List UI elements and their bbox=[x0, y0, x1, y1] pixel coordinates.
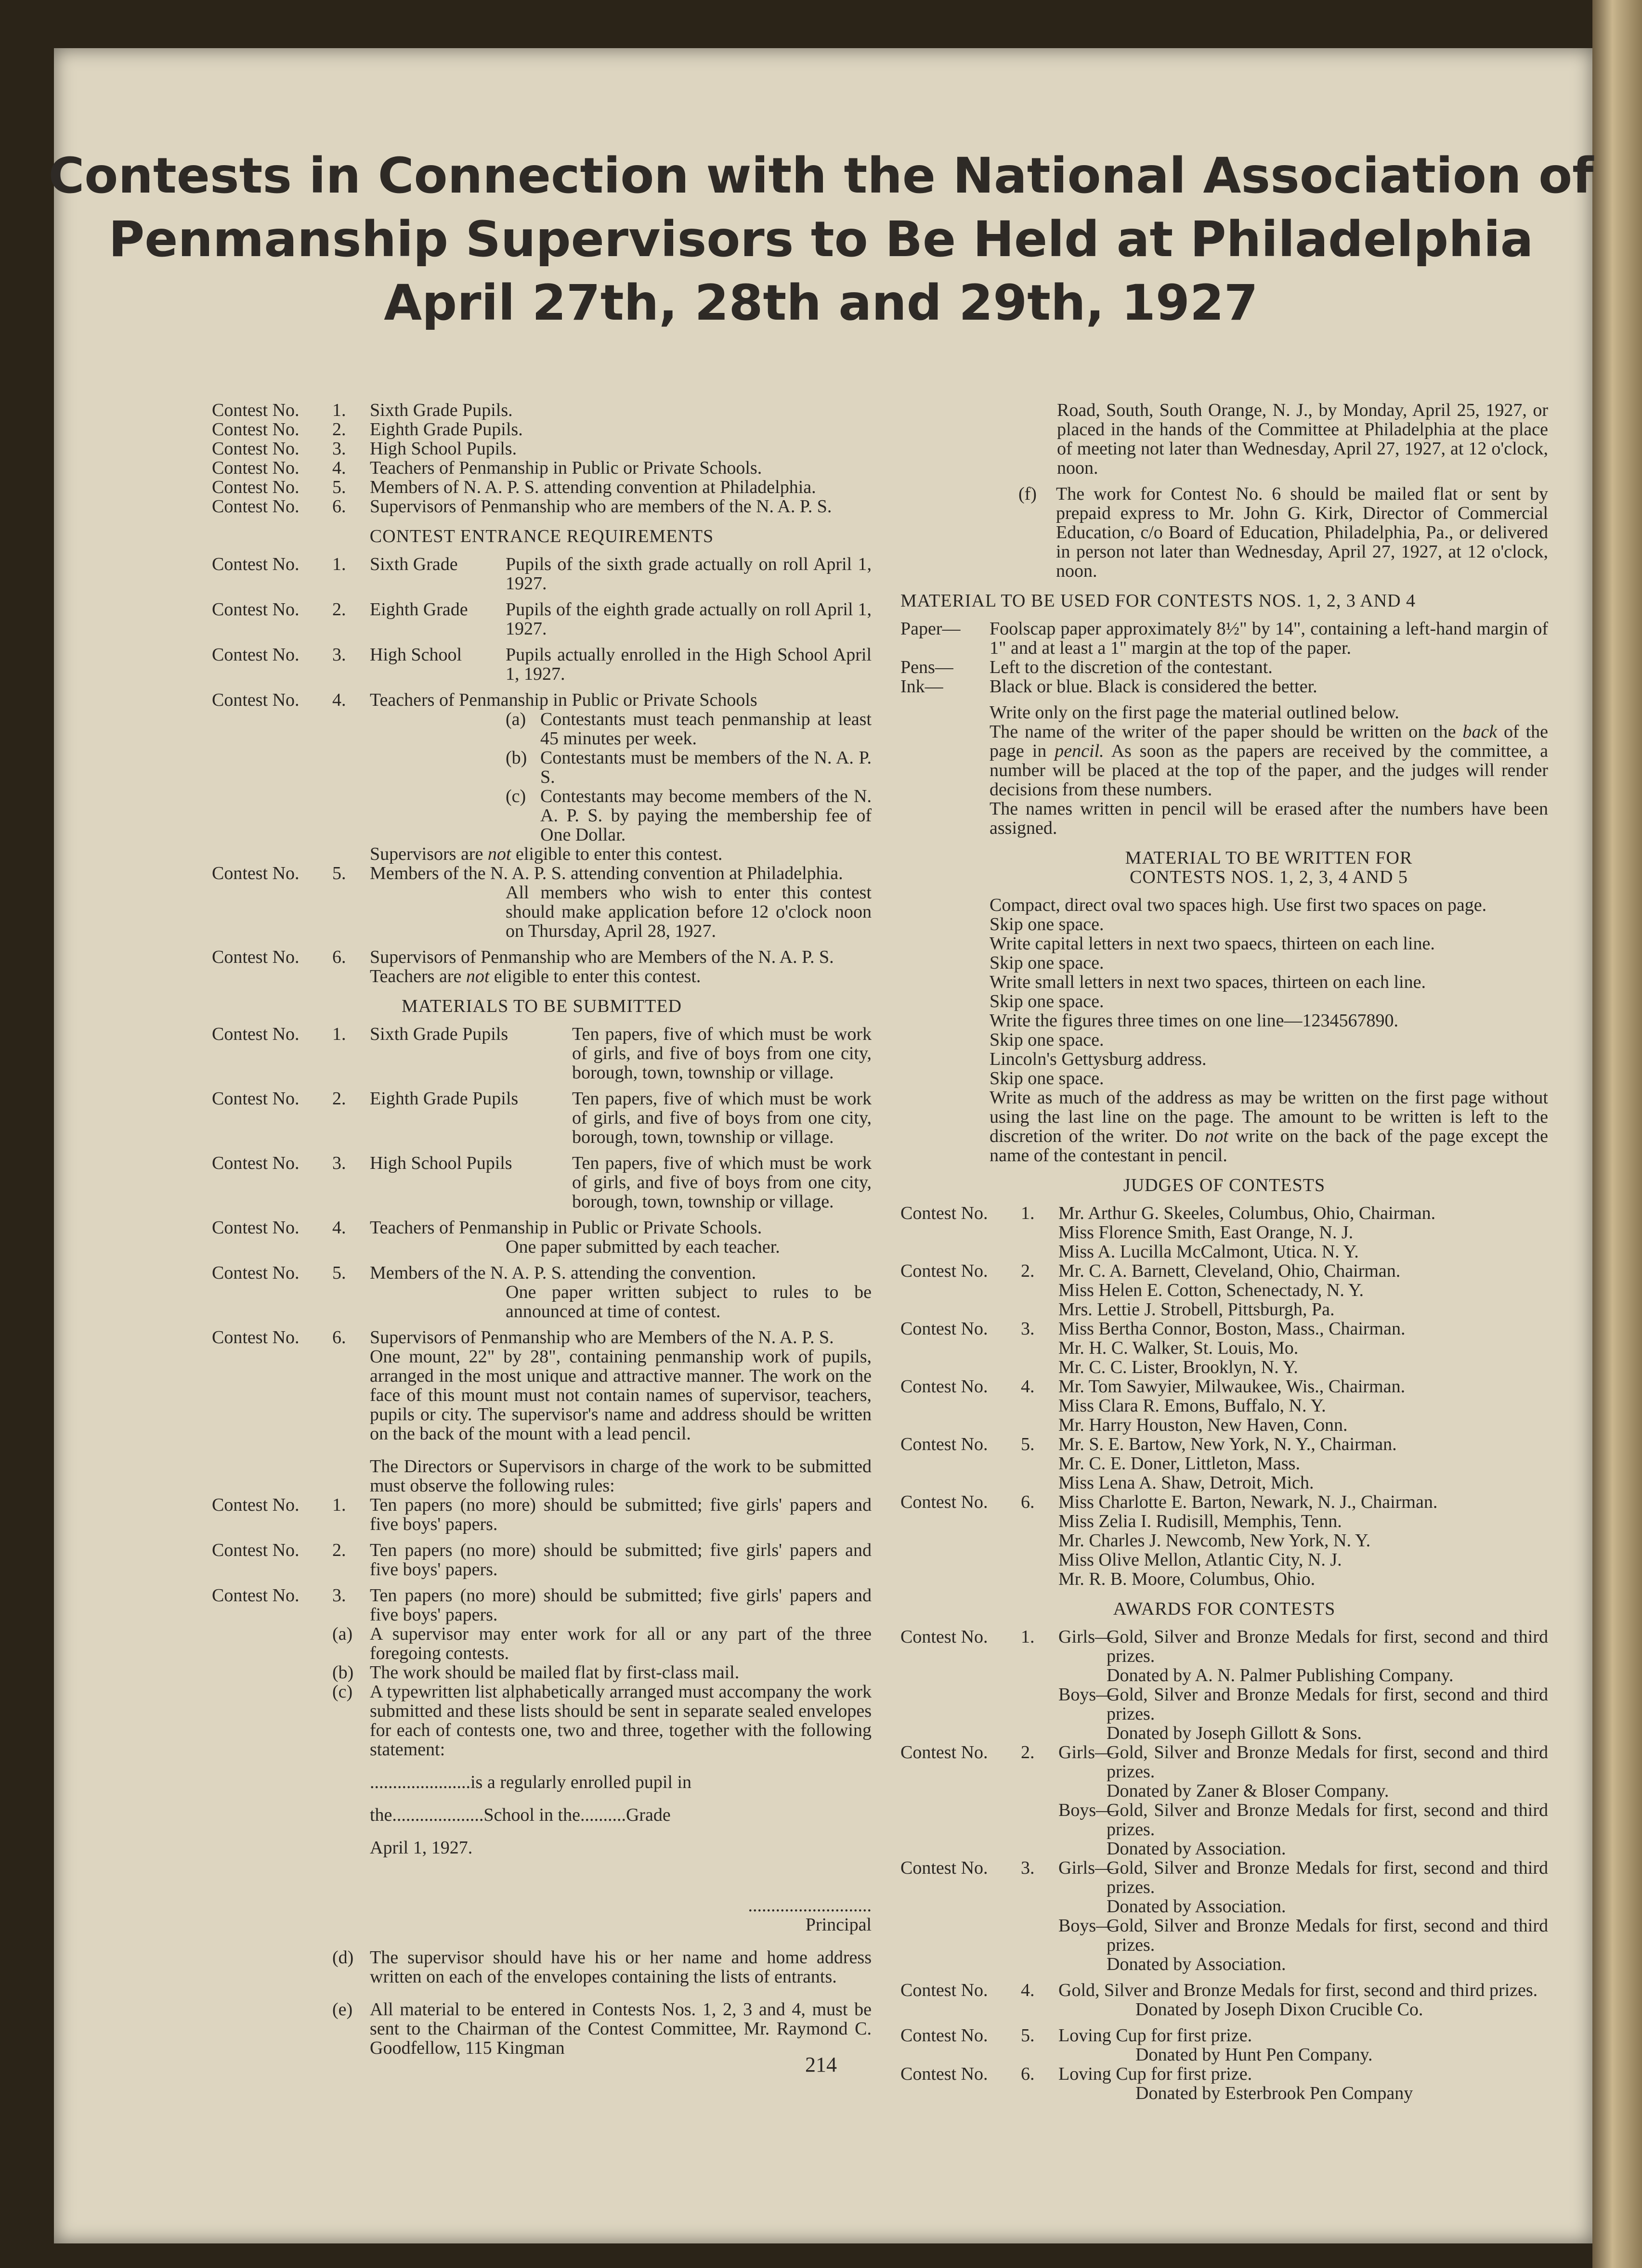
rules-sub: (a) A supervisor may enter work for all or any part of the three foregoing contests. bbox=[332, 1624, 872, 1663]
judges-row: Contest No. 4. Mr. Tom Sawyier, Milwaukee, Wis., Chairman. Miss Clara R. Emons, Buffalo, N. Y. Mr. Harry Houston, New Haven, Conn. bbox=[900, 1376, 1406, 1435]
awards-list bbox=[900, 1627, 1548, 2103]
statement-line-1: ......................is a regularly enrolled pupil in bbox=[370, 1772, 692, 1792]
material-item: Paper— Foolscap paper approximately 8½" by 14", containing a left-hand margin of 1" and at least a 1" margin at the top of the paper. bbox=[900, 619, 1548, 658]
materials-row6-note: One mount, 22" by 28", containing penmanship work of pupils, arranged in the most unique and attractive manner. The work on the face of this mount must not contain names of supervisor, teachers, pupils or city. The supervisor's name and address should be written on the back of the mount with a lead pencil. bbox=[370, 1347, 872, 1444]
award-row: Contest No. 6. Loving Cup for first prize. Donated by Esterbrook Pen Company bbox=[900, 2064, 1413, 2103]
written-line: Write the figures three times on one line—1234567890. bbox=[990, 1011, 1399, 1031]
contest-list bbox=[212, 401, 872, 516]
materials-row: Contest No. 6. Supervisors of Penmanship who are Members of the N. A. P. S. bbox=[212, 1327, 834, 1348]
materials-row: Contest No. 4. Teachers of Penmanship in Public or Private Schools. bbox=[212, 1218, 762, 1238]
statement-line-2: the....................School in the..........Grade bbox=[370, 1805, 671, 1825]
rules-sub: (b) The work should be mailed flat by first-class mail. bbox=[332, 1662, 740, 1683]
right-column bbox=[900, 401, 1548, 2103]
judges-list bbox=[900, 1204, 1548, 1589]
materials-row: Contest No. 2. Eighth Grade Pupils Ten papers, five of which must be work of girls, and five of boys from one city, borough, town, township or village. bbox=[212, 1089, 872, 1147]
award-row: Contest No. 1. Girls— Gold, Silver and Bronze Medals for first, second and third prizes. Donated by A. N. Palmer Publishing Company. Boys— Gold, Silver and Bronze Medals for first, second and third prizes. Donated by Joseph Gillott & Sons. bbox=[900, 1627, 1548, 1743]
title-line-2: Penmanship Supervisors to Be Held at Philadelphia bbox=[108, 211, 1534, 268]
written-line: Skip one space. bbox=[990, 1030, 1104, 1050]
supervisors-note: Supervisors are not eligible to enter this contest. bbox=[370, 844, 723, 864]
sub-f: (f) The work for Contest No. 6 should be mailed flat or sent by prepaid express to Mr. John G. Kirk, Director of Commercial Education, c/o Board of Education, Philadelphia, Pa., or delivered in person not later than Wednesday, April 27, 1927, at 12 o'clock, noon. bbox=[1018, 484, 1548, 581]
book-edge bbox=[1592, 0, 1642, 2268]
material-used-list bbox=[900, 619, 1548, 696]
materials-row: Contest No. 5. Members of the N. A. P. S. attending the convention. bbox=[212, 1263, 756, 1283]
teachers-note: Teachers are not eligible to enter this contest. bbox=[370, 966, 701, 986]
rules-row: Contest No. 1. Ten papers (no more) should be submitted; five girls' papers and five boys' papers. bbox=[212, 1495, 872, 1534]
rules-row: Contest No. 2. Ten papers (no more) should be submitted; five girls' papers and five boys' papers. bbox=[212, 1540, 872, 1580]
written-line: Compact, direct oval two spaces high. Use first two spaces on page. bbox=[990, 895, 1487, 915]
judges-row: Contest No. 1. Mr. Arthur G. Skeeles, Columbus, Ohio, Chairman. Miss Florence Smith, East Orange, N. J. Miss A. Lucilla McCalmont, Utica. N. Y. bbox=[900, 1203, 1436, 1262]
materials-row5-note: One paper written subject to rules to be announced at time of contest. bbox=[506, 1282, 872, 1322]
contest-list-item: Contest No. 3. High School Pupils. bbox=[212, 439, 517, 459]
erased-note: The names written in pencil will be erased after the numbers have been assigned. bbox=[990, 799, 1548, 838]
title-line-3: April 27th, 28th and 29th, 1927 bbox=[384, 274, 1258, 332]
materials-submitted bbox=[212, 1024, 872, 2058]
page-title bbox=[0, 144, 1642, 335]
award-row: Contest No. 3. Girls— Gold, Silver and Bronze Medals for first, second and third prizes. Donated by Association. Boys— Gold, Silver and Bronze Medals for first, second and third prizes. Donated by Association. bbox=[900, 1858, 1548, 1974]
writing-instructions bbox=[900, 703, 1548, 1165]
award-row: Contest No. 2. Girls— Gold, Silver and Bronze Medals for first, second and third prizes. Donated by Zaner & Bloser Company. Boys— Gold, Silver and Bronze Medals for first, second and third prizes. Donated by Association. bbox=[900, 1742, 1548, 1859]
write-much-note: Write as much of the address as may be written on the first page without using the last line on the page. The amount to be written is left to the discretion of the writer. Do not write on the back of the page except the name of the contestant in pencil. bbox=[990, 1088, 1549, 1166]
contest-list-item: Contest No. 4. Teachers of Penmanship in Public or Private Schools. bbox=[212, 458, 762, 478]
sub-e-continued: Road, South, South Orange, N. J., by Monday, April 25, 1927, or placed in the hands of the Committee at Philadelphia at the place of meeting not later than Wednesday, April 27, 1927, at 12 o'clock, noon. bbox=[1057, 400, 1548, 478]
entrance-row: Contest No. 5. Members of the N. A. P. S. attending convention at Philadelphia. bbox=[212, 863, 843, 883]
judges-row: Contest No. 6. Miss Charlotte E. Barton, Newark, N. J., Chairman. Miss Zelia I. Rudisill, Memphis, Tenn. Mr. Charles J. Newcomb, New York, N. Y. Miss Olive Mellon, Atlantic City, N. J. Mr. R. B. Moore, Columbus, Ohio. bbox=[900, 1492, 1438, 1589]
awards-heading: AWARDS FOR CONTESTS bbox=[1113, 1599, 1336, 1619]
judges-heading: JUDGES OF CONTESTS bbox=[1123, 1175, 1326, 1195]
entrance-sub: (c) Contestants may become members of the N. A. P. S. by paying the membership fee of One Dollar. bbox=[506, 786, 872, 845]
written-line: Skip one space. bbox=[990, 1068, 1104, 1089]
written-line: Skip one space. bbox=[990, 953, 1104, 973]
written-lines bbox=[990, 895, 1548, 1165]
rules-sub-d: (d) The supervisor should have his or her name and home address written on each of the envelopes containing the lists of entrants. (e) All material to be entered in Contests Nos. 1, 2, 3 and 4, must be sent to the Chairman of the Contest Committee, Mr. Raymond C. Goodfellow, 115 Kingman bbox=[332, 1947, 872, 2058]
written-line: Write capital letters in next two spaecs, thirteen on each line. bbox=[990, 933, 1435, 954]
contest-list-item: Contest No. 1. Sixth Grade Pupils. bbox=[212, 400, 513, 420]
judges-row: Contest No. 5. Mr. S. E. Bartow, New York, N. Y., Chairman. Mr. C. E. Doner, Littleton, Mass. Miss Lena A. Shaw, Detroit, Mich. bbox=[900, 1434, 1397, 1493]
written-line: Skip one space. bbox=[990, 991, 1104, 1011]
judges-row: Contest No. 3. Miss Bertha Connor, Boston, Mass., Chairman. Mr. H. C. Walker, St. Louis, Mo. Mr. C. C. Lister, Brooklyn, N. Y. bbox=[900, 1319, 1406, 1377]
written-line: Write small letters in next two spaces, thirteen on each line. bbox=[990, 972, 1426, 992]
material-item: Ink— Black or blue. Black is considered the better. bbox=[900, 676, 1317, 697]
written-line: Lincoln's Gettysburg address. bbox=[990, 1049, 1207, 1069]
entrance-heading: CONTEST ENTRANCE REQUIREMENTS bbox=[369, 526, 714, 546]
award-row: Contest No. 5. Loving Cup for first prize. Donated by Hunt Pen Company. bbox=[900, 2025, 1373, 2065]
material-item: Pens— Left to the discretion of the contestant. bbox=[900, 657, 1273, 677]
entrance-row: Contest No. 2. Eighth Grade Pupils of the eighth grade actually on roll April 1, 1927. bbox=[212, 599, 872, 639]
entrance-row: Contest No. 3. High School Pupils actually enrolled in the High School April 1, 1927. bbox=[212, 645, 872, 684]
scan-top-edge bbox=[0, 0, 1642, 48]
award-row: Contest No. 4. Gold, Silver and Bronze Medals for first, second and third prizes. Donated by Joseph Dixon Crucible Co. bbox=[900, 1980, 1538, 2020]
contest-list-item: Contest No. 6. Supervisors of Penmanship who are members of the N. A. P. S. bbox=[212, 496, 832, 517]
contest-list-item: Contest No. 5. Members of N. A. P. S. attending convention at Philadelphia. bbox=[212, 477, 816, 497]
materials-row: Contest No. 3. High School Pupils Ten papers, five of which must be work of girls, and five of boys from one city, borough, town, township or village. bbox=[212, 1153, 872, 1212]
rules-row: Contest No. 3. Ten papers (no more) should be submitted; five girls' papers and five boys' papers. bbox=[212, 1585, 872, 1625]
entrance-row: Contest No. 1. Sixth Grade Pupils of the sixth grade actually on roll April 1, 1927. bbox=[212, 554, 872, 594]
entrance-subs bbox=[212, 710, 872, 844]
judges-row: Contest No. 2. Mr. C. A. Barnett, Cleveland, Ohio, Chairman. Miss Helen E. Cotton, Schenectady, N. Y. Mrs. Lettie J. Strobell, Pittsburgh, Pa. bbox=[900, 1261, 1401, 1320]
materials-row: Contest No. 1. Sixth Grade Pupils Ten papers, five of which must be work of girls, and five of boys from one city, borough, town, township or village. bbox=[212, 1024, 872, 1083]
written-heading: MATERIAL TO BE WRITTEN FOR CONTESTS NOS. 1, 2, 3, 4 AND 5 bbox=[1125, 848, 1413, 887]
materials-row4-note: One paper submitted by each teacher. bbox=[506, 1237, 780, 1257]
entrance-row: Contest No. 4. Teachers of Penmanship in Public or Private Schools bbox=[212, 690, 757, 710]
entrance-requirements bbox=[212, 555, 872, 986]
entrance-row5-note: All members who wish to enter this contest should make application before 12 o'clock noon on Thursday, April 28, 1927. bbox=[506, 882, 872, 941]
directors-note: The Directors or Supervisors in charge of the work to be submitted must observe the following rules: bbox=[370, 1456, 872, 1496]
title-line-1: Contests in Connection with the National Association of bbox=[48, 147, 1594, 205]
statement-date: April 1, 1927. bbox=[370, 1838, 473, 1858]
materials-heading: MATERIALS TO BE SUBMITTED bbox=[401, 996, 682, 1016]
principal-label: Principal bbox=[805, 1915, 872, 1935]
entrance-sub: (a) Contestants must teach penmanship at least 45 minutes per week. bbox=[506, 709, 872, 749]
material-used-heading: MATERIAL TO BE USED FOR CONTESTS NOS. 1, 2, 3 AND 4 bbox=[900, 591, 1416, 611]
rules-sub: (c) A typewritten list alphabetically arranged must accompany the work submitted and these lists should be sent in separate sealed envelopes for each of contests one, two and three, together with the following statement: bbox=[332, 1682, 872, 1760]
write-only-note: Write only on the first page the material outlined below. bbox=[990, 702, 1399, 723]
page-number: 214 bbox=[805, 2053, 837, 2076]
rules-subs bbox=[212, 1624, 872, 1759]
name-note: The name of the writer of the paper should be written on the back of the page in pencil. As soon as the papers are received by the committee, a number will be placed at the top of the paper, and the judges will render decisions from these numbers. bbox=[990, 722, 1549, 800]
left-column bbox=[212, 401, 872, 2058]
entrance-sub: (b) Contestants must be members of the N. A. P. S. bbox=[506, 748, 872, 787]
contest-list-item: Contest No. 2. Eighth Grade Pupils. bbox=[212, 419, 523, 440]
principal-dots: ........................... bbox=[748, 1895, 872, 1916]
written-line: Skip one space. bbox=[990, 914, 1104, 934]
entrance-row: Contest No. 6. Supervisors of Penmanship who are Members of the N. A. P. S. bbox=[212, 947, 834, 967]
